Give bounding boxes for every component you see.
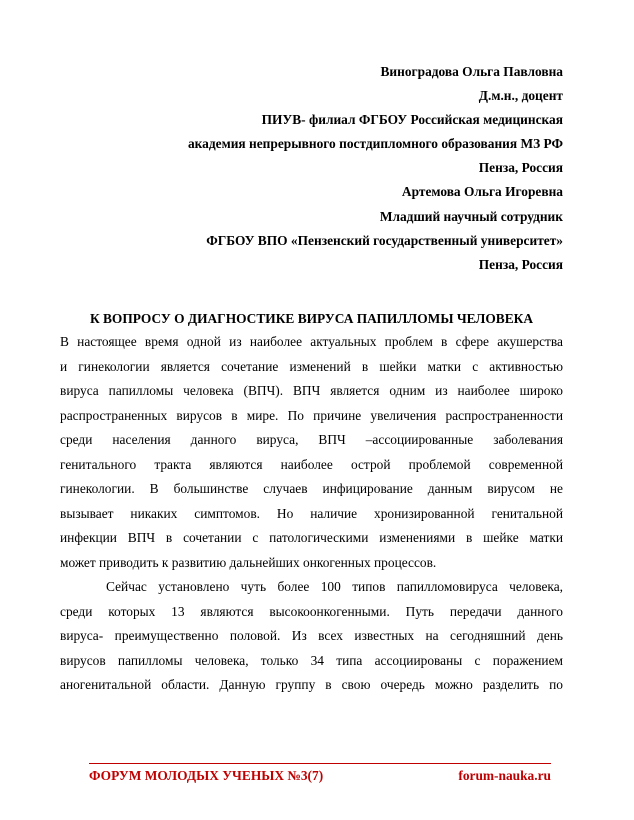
text-line: Сейчас установлено чуть более 100 типов папилломовируса человека, <box>106 579 563 594</box>
text-line: гинекологии. В большинстве случаев инфицирование данным вирусом не <box>60 481 563 496</box>
article-body <box>60 330 563 698</box>
text-line: вируса папилломы человека (ВПЧ). ВПЧ является одним из наиболее широко <box>60 383 563 398</box>
author-affiliation: академия непрерывного постдипломного образования МЗ РФ <box>187 136 563 152</box>
article-title: К ВОПРОСУ О ДИАГНОСТИКЕ ВИРУСА ПАПИЛЛОМЫ ЧЕЛОВЕКА <box>89 311 534 326</box>
text-line: вызывает никаких симптомов. Но наличие хронизированной генитальной <box>60 505 563 521</box>
footer-website: forum-nauka.ru <box>458 768 551 783</box>
author-degree: Д.м.н., доцент <box>478 88 563 104</box>
author-affiliation: ФГБОУ ВПО «Пензенский государственный университет» <box>206 232 563 248</box>
text-line: вируса- преимущественно половой. Из всех известных на сегодняшний день <box>60 628 563 643</box>
text-line: и гинекологии является сочетание изменений в шейки матки с активностью <box>60 358 563 374</box>
text-line: среди которых 13 являются высокоонкогенными. Путь передачи данного <box>60 603 563 619</box>
author-position: Младший научный сотрудник <box>379 208 563 224</box>
author-location: Пенза, Россия <box>478 256 563 272</box>
text-line: может приводить к развитию дальнейших онкогенных процессов. <box>60 554 437 570</box>
text-line: вирусов папилломы человека, только 34 типа ассоциированы с поражением <box>60 652 563 668</box>
text-line: распространенных вирусов в мире. По причине увеличения распространенности <box>60 407 563 423</box>
author-name: Виноградова Ольга Павловна <box>380 64 563 79</box>
text-line: инфекции ВПЧ в сочетании с патологическими изменениями в шейке матки <box>60 530 563 545</box>
author-location: Пенза, Россия <box>478 160 563 176</box>
text-line: генитального тракта являются наиболее острой проблемой современной <box>60 456 563 472</box>
footer-journal-name: ФОРУМ МОЛОДЫХ УЧЕНЫХ №3(7) <box>89 768 324 783</box>
footer-divider <box>89 763 551 764</box>
author-block <box>60 60 563 277</box>
text-line: среди населения данного вируса, ВПЧ –ассоциированные заболевания <box>60 432 563 447</box>
text-line: В настоящее время одной из наиболее актуальных проблем в сфере акушерства <box>60 334 563 349</box>
text-line: аногенитальной области. Данную группу в свою очередь можно разделить по <box>60 677 563 692</box>
author-name: Артемова Ольга Игоревна <box>401 184 563 200</box>
author-affiliation: ПИУВ- филиал ФГБОУ Российская медицинская <box>261 112 563 128</box>
